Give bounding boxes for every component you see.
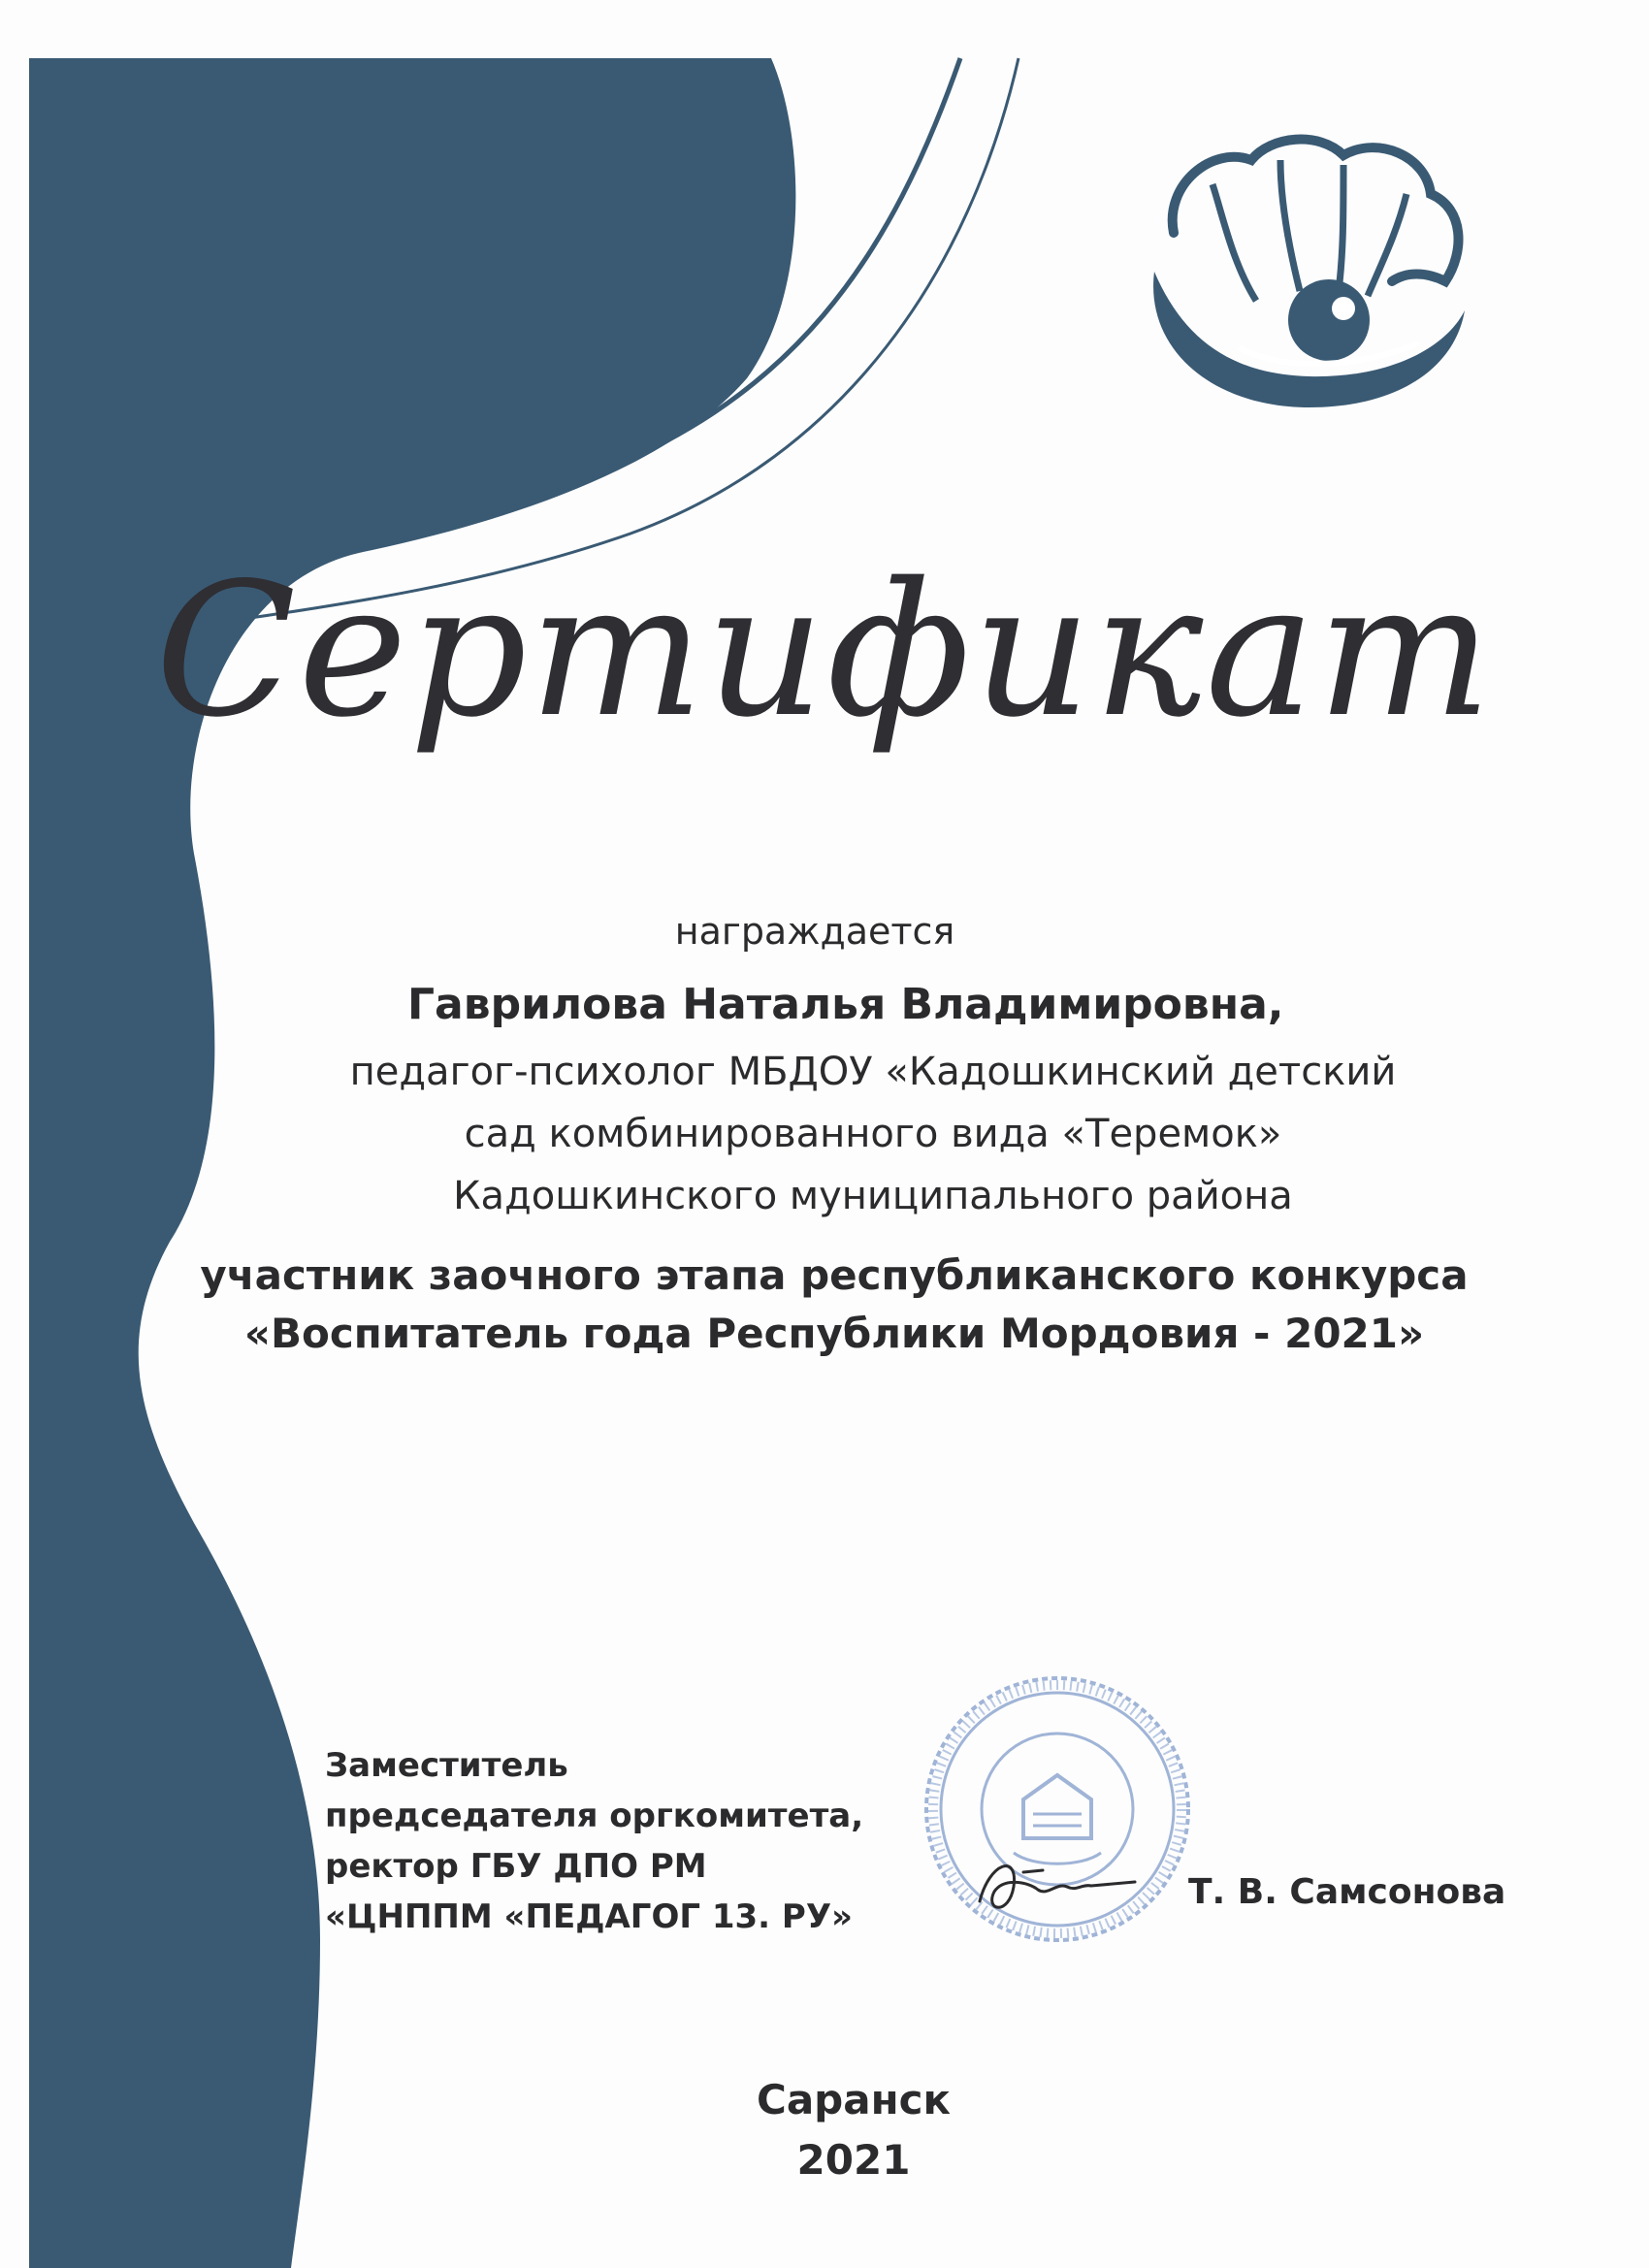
recipient-role-line: Кадошкинского муниципального района xyxy=(453,1174,1293,1218)
recipient-role-line: педагог-психолог МБДОУ «Кадошкинский детский xyxy=(349,1050,1397,1094)
contest-line: участник заочного этапа республиканского конкурса xyxy=(200,1251,1469,1299)
signatory-title-line: ректор ГБУ ДПО РМ xyxy=(325,1847,707,1886)
certificate-title: Сертификат xyxy=(155,543,1494,758)
handwritten-signature xyxy=(970,1843,1145,1930)
signatory-title-line: «ЦНППМ «ПЕДАГОГ 13. РУ» xyxy=(325,1897,854,1936)
recipient-name: Гаврилова Наталья Владимировна, xyxy=(407,980,1284,1029)
year-label: 2021 xyxy=(796,2136,911,2184)
signatory-title-line: председателя оргкомитета, xyxy=(325,1797,864,1835)
city-label: Саранск xyxy=(757,2076,951,2123)
pearl-shell-icon xyxy=(1135,126,1484,437)
signer-name: Т. В. Самсонова xyxy=(1188,1872,1506,1912)
contest-line: «Воспитатель года Республики Мордовия - 2021» xyxy=(243,1310,1425,1357)
recipient-role-line: сад комбинированного вида «Теремок» xyxy=(464,1112,1282,1156)
blue-wave-shape xyxy=(29,58,795,2268)
awarded-label: награждается xyxy=(674,910,955,953)
signatory-title-line: Заместитель xyxy=(325,1746,568,1785)
